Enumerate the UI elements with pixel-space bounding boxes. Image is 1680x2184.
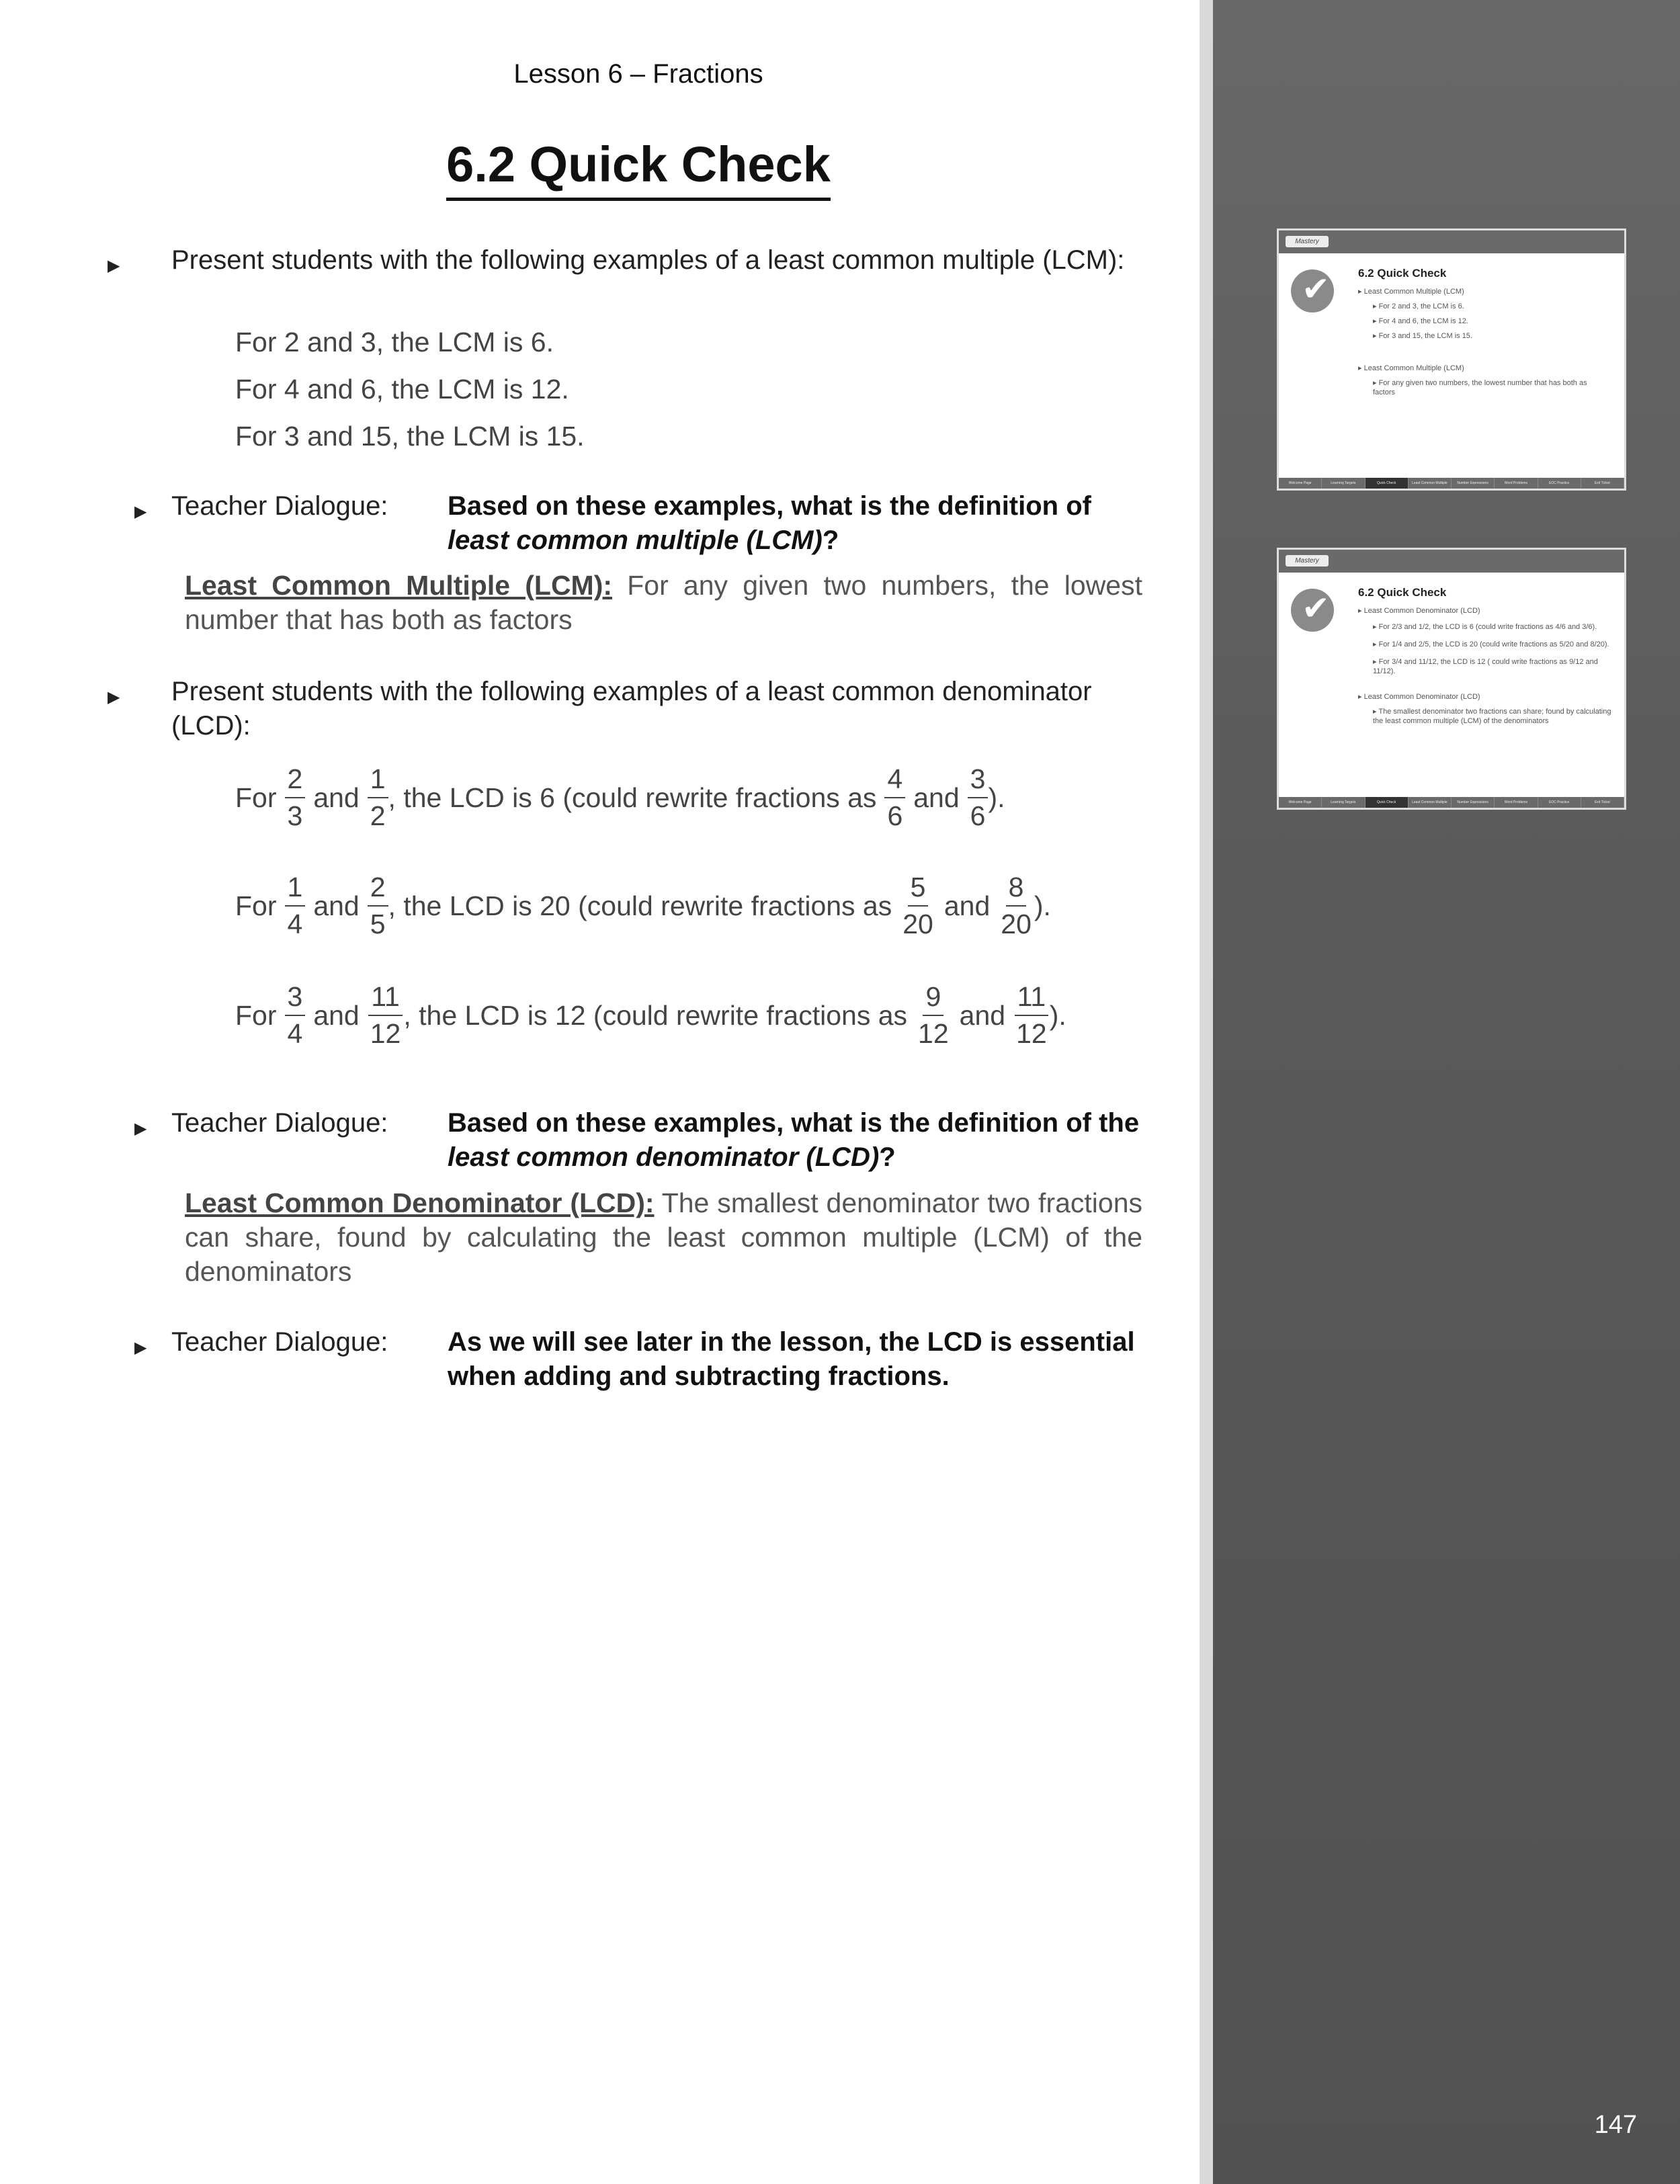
denominator: 3 [287,800,303,831]
checkmark-icon: ✔ [1291,589,1334,632]
fraction [285,765,306,830]
slide-header-bar [1279,550,1624,573]
lcm-examples [134,319,1142,460]
slide-line: ▸ The smallest denominator two fractions can share; found by calculating the least common multiple (LCM) of the denominators [1373,708,1611,725]
page-gutter [1200,0,1213,2184]
slide-nav-item: Welcome Page [1279,797,1322,808]
fraction [368,874,388,938]
numerator: 3 [285,983,306,1016]
and-label: and [959,999,1006,1031]
dialogue-text-end: ? [879,1142,896,1172]
and-label: and [313,782,360,813]
slide-nav-item: Exit Ticket [1581,797,1624,808]
numerator: 9 [923,983,943,1016]
for-label: For [235,890,277,921]
slide-line: ▸ For 3/4 and 11/12, the LCD is 12 ( could write fractions as 9/12 and 11/12). [1373,658,1598,675]
slide-logo: Mastery [1286,236,1329,247]
denominator: 5 [370,909,386,939]
fraction [285,874,306,938]
bullet-icon: ▶ [108,688,120,706]
slide-nav-item: Least Common Multiple [1409,478,1452,489]
slide-title: 6.2 Quick Check [1358,586,1447,599]
slide-line: ▸ For 2 and 3, the LCM is 6. [1373,302,1464,310]
slide-line: ▸ For 2/3 and 1/2, the LCD is 6 (could write fractions as 4/6 and 3/6). [1373,623,1597,631]
fraction [884,765,905,830]
and-label: and [913,782,960,813]
denominator: 6 [887,800,903,831]
definition-text: For any given two numbers, the lowest number that has both as factors [185,570,1142,635]
dialogue-label: Teacher Dialogue: [171,1108,388,1138]
lcd-example-1 [235,761,1005,835]
lcd-intro: Present students with the following examples of a least common denominator (LCD): [171,677,1092,741]
slide-line: ▸ Least Common Denominator (LCD) [1358,693,1480,701]
bullet-icon: ▶ [108,257,120,275]
slide-nav-item: Welcome Page [1279,478,1322,489]
checkmark-icon: ✔ [1291,269,1334,312]
numerator: 2 [285,765,306,798]
numerator: 11 [368,983,403,1016]
fraction [368,765,388,830]
slide-nav-item: Number Expressions [1452,797,1495,808]
slide-nav-item: Exit Ticket [1581,478,1624,489]
slide-line: ▸ For any given two numbers, the lowest number that has both as factors [1373,379,1587,396]
close-paren: ). [1049,999,1066,1031]
numerator: 4 [884,765,905,798]
lcm-intro: Present students with the following examples of a least common multiple (LCM): [171,245,1125,275]
slide-nav-bar [1279,797,1624,808]
numerator: 1 [285,874,306,907]
numerator: 1 [368,765,388,798]
denominator: 12 [1016,1018,1047,1049]
fraction [915,983,952,1048]
denominator: 12 [918,1018,949,1049]
close-paren: ). [1034,890,1051,921]
slide-nav-item: Quick Check [1366,797,1409,808]
lcd-definition [185,1186,1142,1289]
slide-line: ▸ Least Common Multiple (LCM) [1358,288,1464,296]
denominator: 20 [1001,909,1032,939]
and-label: and [943,890,991,921]
numerator: 3 [968,765,989,798]
title-wrap [0,138,1277,201]
dialogue-text [448,1106,1146,1175]
bullet-icon: ▶ [134,1339,147,1357]
fraction [968,765,989,830]
fraction [900,874,936,938]
fraction [285,983,306,1048]
lesson-header: Lesson 6 – Fractions [513,59,763,89]
denominator: 4 [287,909,303,939]
definition-text: The smallest denominator two fractions can share, found by calculating the least common multiple (LCM) of the denominators [185,1187,1143,1287]
dialogue-text [448,489,1146,558]
slide-line: ▸ Least Common Multiple (LCM) [1358,364,1464,372]
slide-nav-item: Word Problems [1495,478,1538,489]
numerator: 8 [1006,874,1027,907]
lcd-statement: , the LCD is 20 (could rewrite fractions as [388,890,892,921]
lcd-statement: , the LCD is 6 (could rewrite fractions as [388,782,877,813]
slide-nav-item: EOC Practice [1538,478,1581,489]
lcm-example: For 4 and 6, the LCM is 12. [235,374,569,405]
slide-header-bar [1279,230,1624,253]
dialogue-text: As we will see later in the lesson, the LCD is essential when adding and subtracting fractions. [448,1327,1135,1391]
numerator: 11 [1015,983,1049,1016]
dialogue-text-a: Based on these examples, what is the definition of [448,491,1091,521]
denominator: 12 [370,1018,401,1049]
for-label: For [235,782,277,813]
slide-nav-bar [1279,478,1624,489]
slide-title: 6.2 Quick Check [1358,267,1447,280]
and-label: and [313,890,360,921]
lcm-definition [185,569,1142,637]
slide-line: ▸ Least Common Denominator (LCD) [1358,607,1480,615]
slide-line: ▸ For 3 and 15, the LCM is 15. [1373,332,1472,340]
slide-nav-item: EOC Practice [1538,797,1581,808]
page-title: 6.2 Quick Check [446,138,831,201]
dialogue-text-term: least common multiple (LCM) [448,526,823,555]
lcd-example-2 [235,869,1051,943]
lcm-bullet [108,243,1142,278]
bullet-icon: ▶ [134,503,147,521]
slide-thumbnail-lcd [1277,548,1626,810]
lcm-example: For 3 and 15, the LCM is 15. [235,421,585,452]
slide-nav-item: Quick Check [1366,478,1409,489]
slide-thumbnail-lcm [1277,228,1626,491]
definition-term: Least Common Multiple (LCM): [185,570,613,601]
fraction [998,874,1034,938]
denominator: 4 [287,1018,303,1049]
lcd-bullet [108,675,1142,743]
slide-line: ▸ For 4 and 6, the LCM is 12. [1373,317,1468,325]
slide-nav-item: Number Expressions [1452,478,1495,489]
slide-nav-item: Least Common Multiple [1409,797,1452,808]
slide-logo: Mastery [1286,555,1329,566]
slide-line: ▸ For 1/4 and 2/5, the LCD is 20 (could write fractions as 5/20 and 8/20). [1373,640,1609,648]
denominator: 2 [370,800,386,831]
slide-nav-item: Word Problems [1495,797,1538,808]
slide-nav-item: Learning Targets [1322,797,1365,808]
slide-nav-item: Learning Targets [1322,478,1365,489]
close-paren: ). [988,782,1005,813]
fraction [1013,983,1050,1048]
numerator: 2 [368,874,388,907]
dialogue-text-end: ? [822,526,839,555]
denominator: 6 [970,800,986,831]
bullet-icon: ▶ [134,1120,147,1138]
dialogue-text-term: least common denominator (LCD) [448,1142,880,1172]
lcd-example-3 [235,978,1066,1052]
for-label: For [235,999,277,1031]
dialogue-label: Teacher Dialogue: [171,1327,388,1357]
lcd-statement: , the LCD is 12 (could rewrite fractions as [403,999,908,1031]
lcm-example: For 2 and 3, the LCM is 6. [235,327,554,358]
denominator: 20 [902,909,933,939]
and-label: and [313,999,360,1031]
dialogue-text-a: Based on these examples, what is the definition of the [448,1108,1140,1138]
numerator: 5 [908,874,929,907]
dialogue-label: Teacher Dialogue: [171,491,388,521]
fraction [368,983,404,1048]
definition-term: Least Common Denominator (LCD): [185,1187,655,1218]
page-number: 147 [1594,2111,1637,2139]
